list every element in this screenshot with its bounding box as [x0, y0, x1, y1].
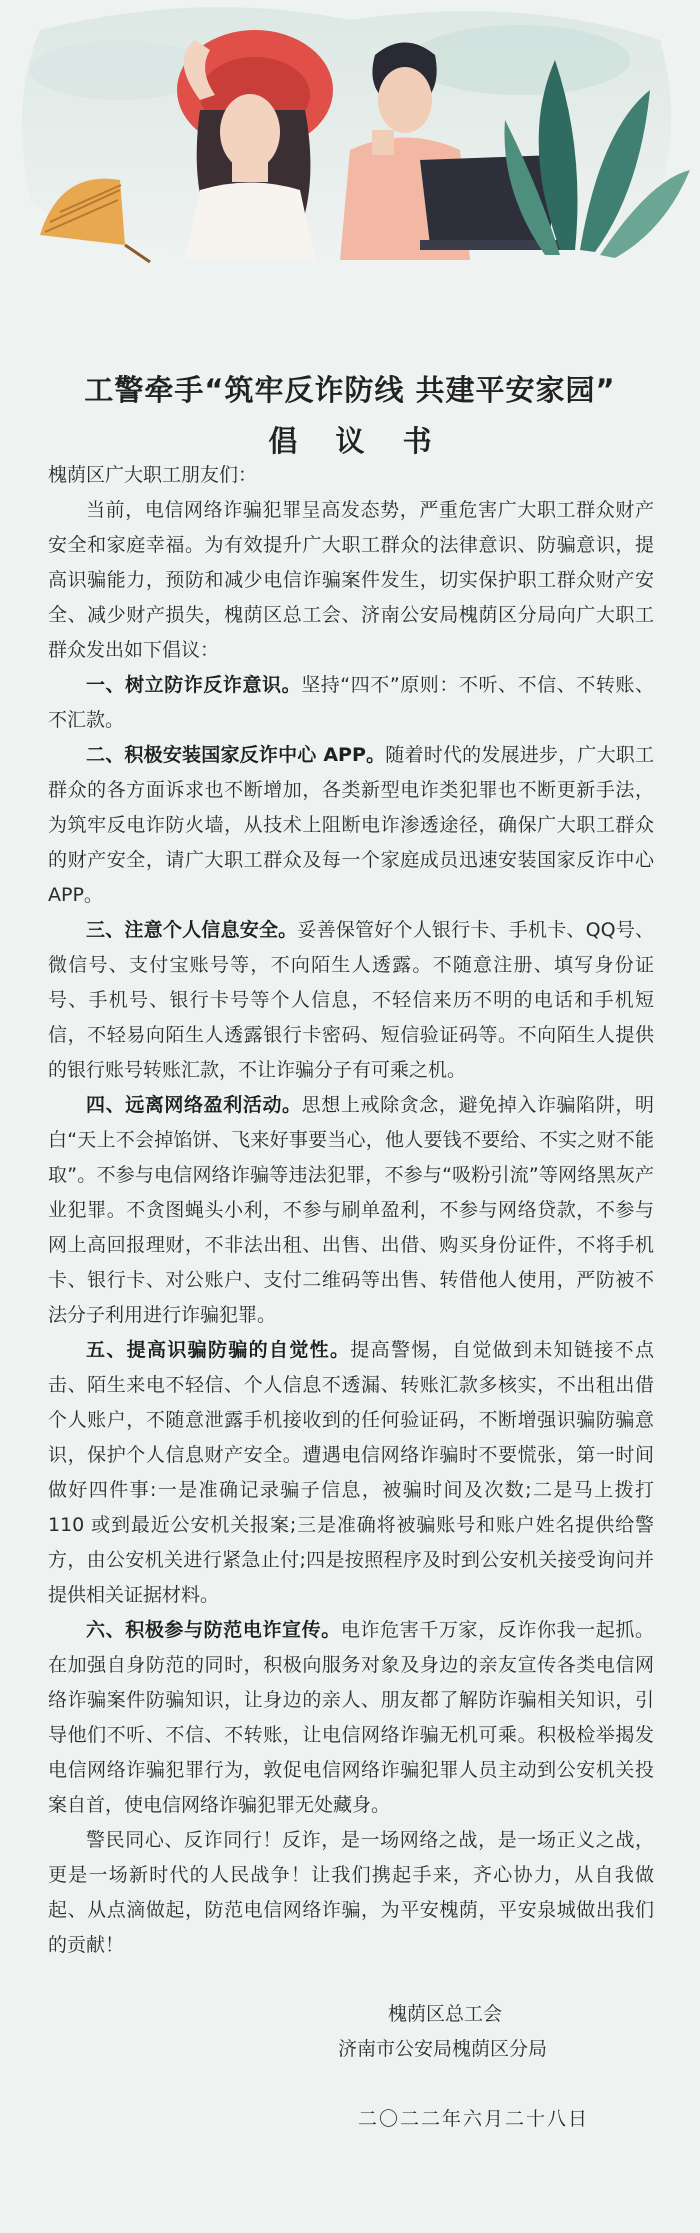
closing-paragraph: 警民同心、反诈同行！反诈，是一场网络之战，是一场正义之战，更是一场新时代的人民战争！让我们携起手来，齐心协力，从自我做起、从点滴做起，防范电信网络诈骗，为平安槐荫，平安泉城做出我们的贡献！	[48, 1829, 654, 1956]
item-5	[48, 1333, 654, 1613]
intro-paragraph: 当前，电信网络诈骗犯罪呈高发态势，严重危害广大职工群众财产安全和家庭幸福。为有效提升广大职工群众的法律意识、防骗意识，提高识骗能力，预防和减少电信诈骗案件发生，切实保护职工群众财产安全、减少财产损失，槐荫区总工会、济南公安局槐荫区分局向广大职工群众发出如下倡议：	[48, 499, 654, 661]
title-line1: 工警牵手“筑牢反诈防线 共建平安家园”	[84, 373, 616, 407]
document-body	[48, 458, 654, 1963]
item-1-body: 坚持“四不”原则：不听、不信、不转账、不汇款。	[48, 674, 654, 731]
document-date: 二〇二二年六月二十八日	[358, 2108, 590, 2130]
item-1	[48, 668, 654, 738]
item-3-heading: 三、注意个人信息安全。	[86, 919, 298, 941]
item-4-body: 思想上戒除贪念，避免掉入诈骗陷阱，明白“天上不会掉馅饼、飞来好事要当心，他人要钱不要给、不实之财不能取”。不参与电信网络诈骗等违法犯罪，不参与“吸粉引流”等网络黑灰产业犯罪。不贪图蝇头小利，不参与刷单盈利，不参与网络贷款，不参与网上高回报理财，不非法出租、出售、出借、购买身份证件，不将手机卡、银行卡、对公账户、支付二维码等出售、转借他人使用，严防被不法分子利用进行诈骗犯罪。	[48, 1094, 654, 1326]
item-3	[48, 913, 654, 1088]
item-1-heading: 一、树立防诈反诈意识。	[86, 674, 302, 696]
item-4	[48, 1088, 654, 1333]
item-2-heading: 二、积极安装国家反诈中心 APP。	[86, 744, 386, 766]
item-2-body: 随着时代的发展进步，广大职工群众的各方面诉求也不断增加，各类新型电诈类犯罪也不断更新手法，为筑牢反电诈防火墙，从技术上阻断电诈渗透途径，确保广大职工群众的财产安全，请广大职工群众及每一个家庭成员迅速安装国家反诈中心 APP。	[48, 744, 654, 906]
signature-police: 济南市公安局槐荫区分局	[338, 2038, 548, 2060]
item-4-heading: 四、远离网络盈利活动。	[86, 1094, 302, 1116]
item-6	[48, 1613, 654, 1823]
item-5-body: 提高警惕，自觉做到未知链接不点击、陌生来电不轻信、个人信息不透漏、转账汇款多核实，不出租出借个人账户，不随意泄露手机接收到的任何验证码，不断增强识骗防骗意识，保护个人信息财产安全。遭遇电信网络诈骗时不要慌张，第一时间做好四件事:一是准确记录骗子信息，被骗时间及次数;二是马上拨打 110 或到最近公安机关报案;三是准确将被骗账号和账户姓名提供给警方，由公安机关进行紧急止付;四是按照程序及时到公安机关接受询问并提供相关证据材料。	[48, 1339, 654, 1606]
item-6-heading: 六、积极参与防范电诈宣传。	[86, 1619, 341, 1641]
item-6-body: 电诈危害千万家，反诈你我一起抓。在加强自身防范的同时，积极向服务对象及身边的亲友宣传各类电信网络诈骗案件防骗知识，让身边的亲人、朋友都了解防诈骗相关知识，引导他们不听、不信、不转账，让电信网络诈骗无机可乘。积极检举揭发电信网络诈骗犯罪行为，敦促电信网络诈骗犯罪人员主动到公安机关投案自首，使电信网络诈骗犯罪无处藏身。	[48, 1619, 654, 1816]
item-3-body: 妥善保管好个人银行卡、手机卡、QQ号、微信号、支付宝账号等，不向陌生人透露。不随意注册、填写身份证号、手机号、银行卡号等个人信息，不轻信来历不明的电话和手机短信，不轻易向陌生人透露银行卡密码、短信验证码等。不向陌生人提供的银行账号转账汇款，不让诈骗分子有可乘之机。	[48, 919, 654, 1081]
item-2	[48, 738, 654, 913]
signature-union: 槐荫区总工会	[388, 2003, 503, 2025]
header-illustration	[0, 0, 700, 290]
title-line2: 倡 议 书	[268, 424, 446, 458]
salutation: 槐荫区广大职工朋友们：	[48, 464, 258, 486]
document-title	[0, 370, 700, 462]
item-5-heading: 五、提高识骗防骗的自觉性。	[86, 1339, 351, 1361]
